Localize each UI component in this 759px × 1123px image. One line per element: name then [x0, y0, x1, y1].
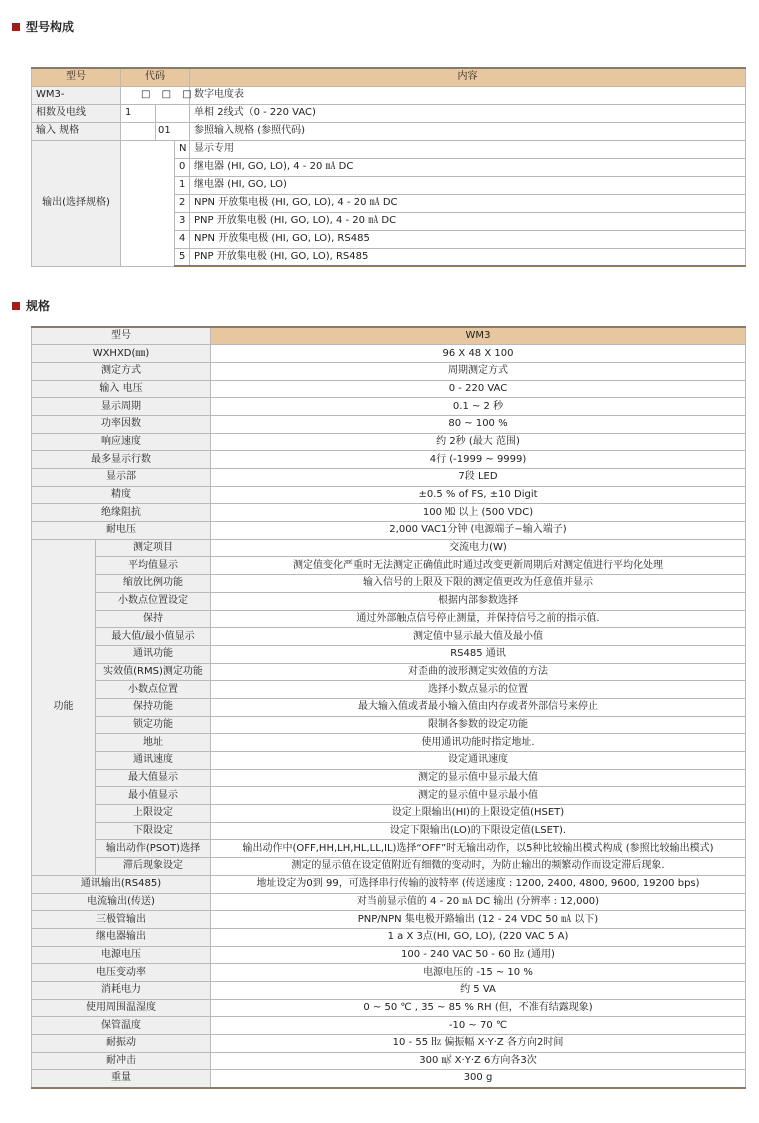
row-value: 根据内部参数选择 — [211, 592, 746, 610]
row-content: PNP 开放集电极 (HI, GO, LO), RS485 — [190, 248, 746, 266]
table-row — [32, 911, 746, 929]
row-label: 输入 规格 — [32, 122, 121, 140]
row-value: 0 ~ 50 ℃ , 35 ~ 85 % RH (但，不准有结露现象) — [211, 999, 746, 1017]
table-row — [32, 681, 746, 699]
row-value: 使用通讯功能时指定地址. — [211, 734, 746, 752]
row-value: ±0.5 % of FS, ±10 Digit — [211, 486, 746, 504]
row-value: -10 ~ 70 ℃ — [211, 1017, 746, 1035]
function-label: 功能 — [32, 539, 96, 875]
header-code: 代码 — [121, 68, 190, 86]
row-code: 0 — [175, 158, 190, 176]
row-label: 最多显示行数 — [32, 451, 211, 469]
row-value: 对当前显示值的 4 - 20 ㎃ DC 输出 (分辨率 : 12,000) — [211, 893, 746, 911]
table-row — [32, 140, 746, 158]
row-value: 通过外部触点信号停止测量，并保持信号之前的指示值. — [211, 610, 746, 628]
row-value: 100 ㏁ 以上 (500 VDC) — [211, 504, 746, 522]
row-content: 继电器 (HI, GO, LO) — [190, 176, 746, 194]
row-label: 使用周围温湿度 — [32, 999, 211, 1017]
table-row — [32, 858, 746, 876]
table-row — [32, 716, 746, 734]
row-value: 设定下限输出(LO)的下限设定值(LSET). — [211, 822, 746, 840]
row-label: 地址 — [96, 734, 211, 752]
row-value: 输入信号的上限及下限的测定值更改为任意值并显示 — [211, 575, 746, 593]
table-row — [32, 1052, 746, 1070]
table-row — [32, 893, 746, 911]
row-label: 缩放比例功能 — [96, 575, 211, 593]
row-label: 上限设定 — [96, 805, 211, 823]
row-label: 最大值显示 — [96, 769, 211, 787]
row-label: 重量 — [32, 1070, 211, 1088]
table-row — [32, 122, 746, 140]
row-code: 3 — [175, 212, 190, 230]
row-label: 三极管输出 — [32, 911, 211, 929]
row-label: 相数及电线 — [32, 104, 121, 122]
table-row — [32, 610, 746, 628]
row-value: 输出动作中(OFF,HH,LH,HL,LL,IL)选择“OFF”时无输出动作，以5种比较输出模式构成 (参照比较输出模式) — [211, 840, 746, 858]
row-content: 参照输入规格 (参照代码) — [190, 122, 746, 140]
table-row — [32, 451, 746, 469]
table-row — [32, 345, 746, 363]
table-row — [32, 999, 746, 1017]
row-content: NPN 开放集电极 (HI, GO, LO), 4 - 20 ㎃ DC — [190, 194, 746, 212]
row-label: 测定项目 — [96, 539, 211, 557]
row-label: 输入 电压 — [32, 380, 211, 398]
row-label: 实效值(RMS)测定功能 — [96, 663, 211, 681]
row-value: 300 ㎨ X·Y·Z 6方向各3次 — [211, 1052, 746, 1070]
row-label: 下限设定 — [96, 822, 211, 840]
table-row — [32, 752, 746, 770]
row-value: 96 X 48 X 100 — [211, 345, 746, 363]
row-label: 通讯功能 — [96, 645, 211, 663]
row-content: 继电器 (HI, GO, LO), 4 - 20 ㎃ DC — [190, 158, 746, 176]
table-row — [32, 522, 746, 540]
table-row — [32, 469, 746, 487]
row-content: 单相 2线式（0 - 220 VAC) — [190, 104, 746, 122]
row-value: 0 - 220 VAC — [211, 380, 746, 398]
row-code: 1 — [121, 104, 156, 122]
row-label: 保持功能 — [96, 698, 211, 716]
row-label: 最大值/最小值显示 — [96, 628, 211, 646]
row-code: 1 — [175, 176, 190, 194]
row-value: 设定上限输出(HI)的上限设定值(HSET) — [211, 805, 746, 823]
row-value: 4行 (-1999 ~ 9999) — [211, 451, 746, 469]
row-value: 测定的显示值中显示最大值 — [211, 769, 746, 787]
row-label: 继电器输出 — [32, 928, 211, 946]
row-code: 5 — [175, 248, 190, 266]
row-label: 输出动作(PSOT)选择 — [96, 840, 211, 858]
row-content: PNP 开放集电极 (HI, GO, LO), 4 - 20 ㎃ DC — [190, 212, 746, 230]
table-row — [32, 104, 746, 122]
table-row — [32, 398, 746, 416]
row-label: 通讯输出(RS485) — [32, 875, 211, 893]
table-row — [32, 840, 746, 858]
table-row — [32, 1035, 746, 1053]
row-label: 小数点位置 — [96, 681, 211, 699]
row-label: 平均值显示 — [96, 557, 211, 575]
row-label: 耐振动 — [32, 1035, 211, 1053]
table-row — [32, 433, 746, 451]
row-label: 保持 — [96, 610, 211, 628]
row-value: 测定值变化严重时无法测定正确值此时通过改变更新周期后对测定值进行平均化处理 — [211, 557, 746, 575]
table-row — [32, 981, 746, 999]
table-row — [32, 557, 746, 575]
section-title-spec: 规格 — [12, 297, 50, 314]
table-row — [32, 645, 746, 663]
header-model: 型号 — [32, 68, 121, 86]
row-label: 耐电压 — [32, 522, 211, 540]
row-value: 1 a X 3点(HI, GO, LO), (220 VAC 5 A) — [211, 928, 746, 946]
table-row — [32, 362, 746, 380]
table-row — [32, 486, 746, 504]
table-row — [32, 1017, 746, 1035]
row-value: 80 ~ 100 % — [211, 415, 746, 433]
row-value: 测定的显示值在设定值附近有细微的变动时，为防止输出的频繁动作而设定滞后现象. — [211, 858, 746, 876]
spec-table-body — [32, 327, 746, 1088]
row-label: 锁定功能 — [96, 716, 211, 734]
table-row — [32, 928, 746, 946]
row-value: 测定值中显示最大值及最小值 — [211, 628, 746, 646]
table-row — [32, 380, 746, 398]
row-value: 300 g — [211, 1070, 746, 1088]
row-label: 消耗电力 — [32, 981, 211, 999]
row-label: 显示周期 — [32, 398, 211, 416]
section-title-model: 型号构成 — [12, 18, 74, 35]
header-content: 内容 — [190, 68, 746, 86]
table-row — [32, 628, 746, 646]
table-row — [32, 875, 746, 893]
row-code: 01 — [156, 122, 190, 140]
row-label: 滞后现象设定 — [96, 858, 211, 876]
table-row — [32, 1070, 746, 1088]
row-label: 响应速度 — [32, 433, 211, 451]
square-bullet-icon — [12, 23, 20, 31]
row-content: NPN 开放集电极 (HI, GO, LO), RS485 — [190, 230, 746, 248]
square-bullet-icon — [12, 302, 20, 310]
output-label: 输出(选择规格) — [32, 140, 121, 266]
row-label: 绝缘阻抗 — [32, 504, 211, 522]
row-label: 显示部 — [32, 469, 211, 487]
row-label: 小数点位置设定 — [96, 592, 211, 610]
row-value: 交流电力(W) — [211, 539, 746, 557]
row-value: 2,000 VAC1分钟 (电源端子−输入端子) — [211, 522, 746, 540]
row-label: WXHXD(㎜) — [32, 345, 211, 363]
table-row — [32, 822, 746, 840]
row-label: 测定方式 — [32, 362, 211, 380]
row-value: 对歪曲的波形测定实效值的方法 — [211, 663, 746, 681]
row-value: 测定的显示值中显示最小值 — [211, 787, 746, 805]
table-row — [32, 539, 746, 557]
table-row — [32, 805, 746, 823]
row-label: 保管温度 — [32, 1017, 211, 1035]
row-code: N — [175, 140, 190, 158]
spec-table — [31, 326, 746, 1089]
table-row — [32, 86, 746, 104]
row-label: 电压变动率 — [32, 964, 211, 982]
table-row — [32, 504, 746, 522]
table-row — [32, 415, 746, 433]
row-value: 10 - 55 ㎐ 偏振幅 X·Y·Z 各方向2时间 — [211, 1035, 746, 1053]
model-composition-table — [31, 67, 746, 267]
row-value: 电源电压的 -15 ~ 10 % — [211, 964, 746, 982]
code-boxes: □ □ □ — [121, 86, 190, 104]
table-row — [32, 698, 746, 716]
row-value: 限制各参数的设定功能 — [211, 716, 746, 734]
row-code: 4 — [175, 230, 190, 248]
row-value: RS485 通讯 — [211, 645, 746, 663]
row-label: 最小值显示 — [96, 787, 211, 805]
row-value: 周期测定方式 — [211, 362, 746, 380]
row-value: 设定通讯速度 — [211, 752, 746, 770]
row-value: 约 2秒 (最大 范围) — [211, 433, 746, 451]
row-value: 约 5 VA — [211, 981, 746, 999]
table-row — [32, 769, 746, 787]
table-row — [32, 663, 746, 681]
table-row — [32, 575, 746, 593]
row-label: 精度 — [32, 486, 211, 504]
table-row — [32, 592, 746, 610]
table-row — [32, 946, 746, 964]
header-label: 型号 — [32, 327, 211, 345]
row-code: 2 — [175, 194, 190, 212]
row-label: 电源电压 — [32, 946, 211, 964]
row-content: 显示专用 — [190, 140, 746, 158]
row-value: 7段 LED — [211, 469, 746, 487]
table-row — [32, 734, 746, 752]
table-header-row — [32, 327, 746, 345]
row-label: WM3- — [32, 86, 121, 104]
row-value: 选择小数点显示的位置 — [211, 681, 746, 699]
row-value: 100 - 240 VAC 50 - 60 ㎐ (通用) — [211, 946, 746, 964]
row-value: 最大输入值或者最小输入值由内存或者外部信号来停止 — [211, 698, 746, 716]
row-value: PNP/NPN 集电极开路输出 (12 - 24 VDC 50 ㎃ 以下) — [211, 911, 746, 929]
table-row — [32, 787, 746, 805]
table-row — [32, 964, 746, 982]
row-content: 数字电度表 — [190, 86, 746, 104]
row-label: 功率因数 — [32, 415, 211, 433]
header-value: WM3 — [211, 327, 746, 345]
row-label: 通讯速度 — [96, 752, 211, 770]
row-label: 耐冲击 — [32, 1052, 211, 1070]
row-value: 地址设定为0到 99，可选择串行传输的波特率 (传送速度 : 1200, 2400, 4800, 9600, 19200 bps) — [211, 875, 746, 893]
row-label: 电流输出(传送) — [32, 893, 211, 911]
row-value: 0.1 ~ 2 秒 — [211, 398, 746, 416]
